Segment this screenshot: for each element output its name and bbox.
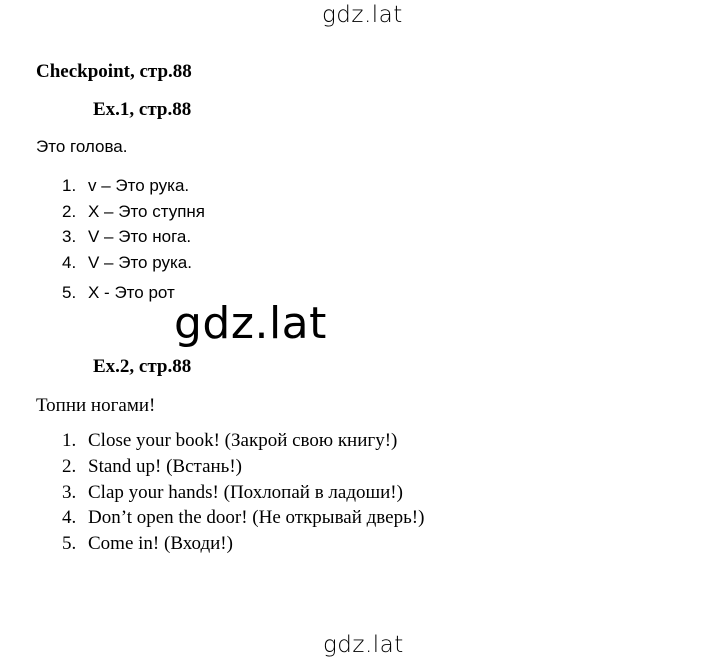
list-item xyxy=(62,250,205,276)
watermark-top: gdz.lat xyxy=(322,2,403,28)
exercise-2-list xyxy=(62,428,424,557)
exercise-1-title: Ex.1, стр.88 xyxy=(93,99,192,120)
watermark-middle: gdz.lat xyxy=(174,298,327,349)
list-item-text: Come in! (Входи!) xyxy=(88,533,233,555)
exercise-2-intro: Топни ногами! xyxy=(36,395,156,416)
list-item-number: 3. xyxy=(62,227,77,246)
watermark-bottom: gdz.lat xyxy=(323,632,404,658)
list-item xyxy=(62,428,424,454)
list-item xyxy=(62,224,205,250)
list-item-text: Close your book! (Закрой свою книгу!) xyxy=(88,430,398,451)
list-item-number: 4. xyxy=(62,252,77,272)
list-item-text: v – Это рука. xyxy=(88,176,190,195)
list-item-number: 1. xyxy=(62,176,77,195)
list-item xyxy=(62,199,205,225)
exercise-1-intro: Это голова. xyxy=(36,137,128,156)
list-item-text: Don’t open the door! (Не открывай дверь!) xyxy=(88,507,425,529)
list-item-number: 3. xyxy=(62,481,77,503)
list-item xyxy=(62,173,205,199)
list-item-text: X - Это рот xyxy=(88,283,175,302)
list-item-number: 5. xyxy=(62,283,77,302)
list-item xyxy=(62,505,424,531)
list-item-text: Stand up! (Встань!) xyxy=(88,455,242,477)
list-item xyxy=(62,480,424,506)
list-item xyxy=(62,454,424,480)
exercise-1-list xyxy=(62,173,205,306)
list-item-number: 1. xyxy=(62,430,77,451)
list-item-text: V – Это нога. xyxy=(88,227,192,246)
list-item-number: 5. xyxy=(62,533,77,555)
exercise-2-title: Ex.2, стр.88 xyxy=(93,356,192,377)
list-item-text: Clap your hands! (Похлопай в ладоши!) xyxy=(88,481,403,503)
list-item-number: 4. xyxy=(62,507,77,529)
list-item-text: X – Это ступня xyxy=(88,201,206,221)
list-item-text: V – Это рука. xyxy=(88,252,192,272)
list-item xyxy=(62,531,424,557)
list-item-number: 2. xyxy=(62,201,77,221)
page-heading: Checkpoint, стр.88 xyxy=(36,61,192,82)
list-item-number: 2. xyxy=(62,455,77,477)
